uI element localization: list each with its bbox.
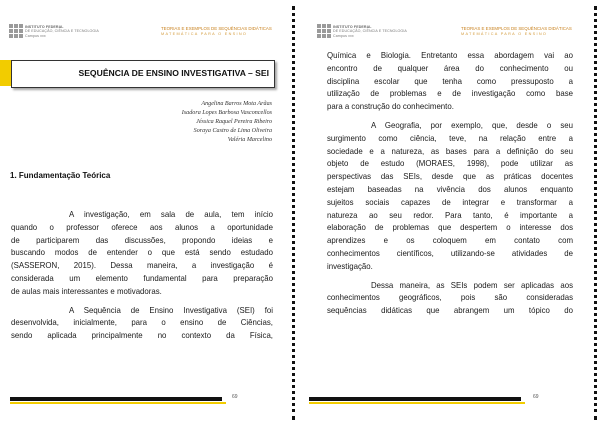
text-line: A investigação, em sala de aula, tem início (69, 210, 273, 219)
page-edge-divider (594, 6, 597, 420)
text-line: sociedade e a natureza, as bases para a definição do seu (327, 146, 573, 156)
institution-line1: INSTITUTO FEDERAL (25, 25, 64, 29)
text-line: utilização de problemas e de investigação como base (327, 89, 573, 99)
page-divider (292, 6, 295, 420)
series-title: TEORIAS E EXEMPLOS DE SEQUÊNCIAS DIDÁTICAS (161, 26, 272, 31)
institute-logo-icon (317, 24, 331, 38)
text-line: sendo aplicada principalmente no contexto da Física, (11, 331, 273, 341)
text-line: de participarem das discussões, propondo ideias e (11, 235, 273, 245)
author-name: Valéria Marcelino (227, 137, 272, 143)
institution-line1: INSTITUTO FEDERAL (333, 25, 372, 29)
institution-line3: Campus xxx (25, 33, 46, 38)
footer-accent (10, 402, 226, 404)
author-name: Angelina Barros Mota Arãas (201, 101, 272, 107)
institution-line2: DE EDUCAÇÃO, CIÊNCIA E TECNOLOGIA (25, 29, 99, 34)
footer-bar (309, 397, 521, 401)
footer-accent (309, 402, 525, 404)
left-body-text (11, 209, 273, 343)
text-line: sequências didáticas que abrangem um tópico do (327, 306, 573, 316)
series-subtitle: MATEMÁTICA PARA O ENSINO (461, 32, 548, 37)
institute-logo-icon (9, 24, 23, 38)
text-line: sujeitos sociais capazes de integrar e transformar a (327, 197, 573, 207)
text-line: estejam baseadas na vivência dos alunos enquanto (327, 184, 573, 194)
left-page (0, 0, 290, 424)
text-line: Dessa maneira, as SEIs podem ser aplicadas aos (371, 280, 573, 290)
chapter-title-box (11, 60, 275, 88)
text-line: (SASSERON, 2015). Dessa maneira, a investigação é (11, 261, 273, 271)
text-line: buscando modos de entender o que está sendo estudado (11, 248, 273, 258)
author-name: Isadora Lopes Barbosa Vasconcellos (181, 110, 272, 116)
right-body-text (327, 50, 573, 318)
text-line: aprendizes e os coloquem em contato com (327, 236, 573, 246)
text-line: surgimento como ciência, teve, na relação entre a (327, 133, 573, 143)
text-line: A Sequência de Ensino Investigativa (SEI) foi (69, 305, 273, 315)
footer-bar (10, 397, 222, 401)
author-name: Jéssica Raquel Pereira Ribeiro (196, 119, 272, 125)
text-line: de aulas mais interessantes e motivadoras. (11, 286, 162, 296)
institution-name (333, 25, 407, 38)
series-title-block (161, 26, 272, 37)
text-line: objeto de estudo (MORAES, 1998), pode utilizar as (327, 159, 573, 169)
institution-line2: DE EDUCAÇÃO, CIÊNCIA E TECNOLOGIA (333, 29, 407, 34)
author-list (182, 100, 272, 145)
chapter-title: SEQUÊNCIA DE ENSINO INVESTIGATIVA – SEI (78, 68, 269, 78)
text-line: para a construção do conhecimento. (327, 102, 454, 112)
page-header-right (301, 22, 600, 48)
series-title-block (461, 26, 572, 37)
author-name: Soraya Castro de Lima Oliveira (193, 128, 272, 134)
page-header-left (0, 22, 290, 48)
section-heading: 1. Fundamentação Teórica (10, 171, 111, 180)
page-number: 69 (232, 394, 238, 400)
text-line: conhecimentos científicos, utilizando-se atividades de (327, 248, 573, 258)
text-line: elaboração de problemas que despertem o interesse dos (327, 223, 573, 233)
text-line: desenvolvida, inicialmente, para o ensino de Ciências, (11, 318, 273, 328)
text-line: A Geografia, por exemplo, que, desde o seu (371, 120, 573, 130)
text-line: encontro de qualquer área do conhecimento ou (327, 63, 573, 73)
text-line: disciplina escolar que tenha como pressuposto a (327, 76, 573, 86)
institution-name (25, 25, 99, 38)
text-line: Química e Biologia. Entretanto essa abordagem vai ao (327, 51, 573, 60)
text-line: investigação. (327, 261, 373, 271)
series-subtitle: MATEMÁTICA PARA O ENSINO (161, 32, 248, 37)
text-line: conhecimentos geográficos, pois são consideradas (327, 293, 573, 303)
text-line: considerada um elemento fundamental para preparação (11, 273, 273, 283)
text-line: quando o professor oferece aos alunos a oportunidade (11, 222, 273, 232)
text-line: natureza ao seu redor. Para tanto, é importante a (327, 210, 573, 220)
series-title: TEORIAS E EXEMPLOS DE SEQUÊNCIAS DIDÁTICAS (461, 26, 572, 31)
page-number: 69 (533, 394, 539, 400)
text-line: perspectivas das SEIs, desde que as práticas docentes (327, 172, 573, 182)
institution-line3: Campus xxx (333, 33, 354, 38)
